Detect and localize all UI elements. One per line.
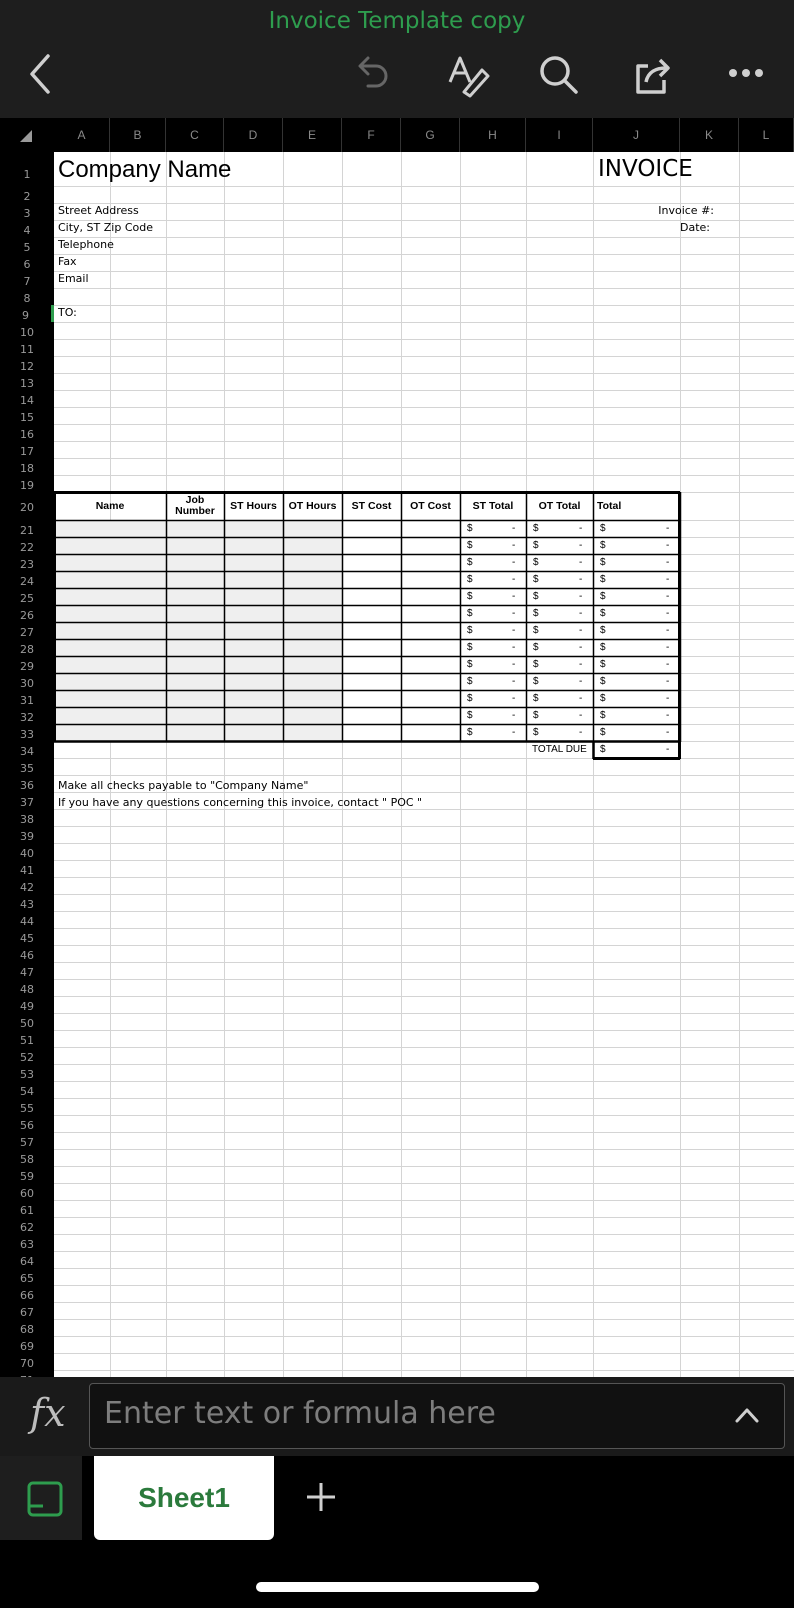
row-header-49[interactable]: 49 [20, 1000, 34, 1013]
row-header-19[interactable]: 19 [20, 479, 34, 492]
row-header-6[interactable]: 6 [23, 258, 31, 271]
currency-symbol[interactable]: $ [600, 557, 606, 568]
row-header-51[interactable]: 51 [20, 1034, 34, 1047]
row-header-5[interactable]: 5 [23, 241, 31, 254]
amount-value[interactable]: - [666, 676, 670, 687]
amount-value[interactable]: - [666, 608, 670, 619]
amount-value[interactable]: - [666, 625, 670, 636]
input-cell-shade [55, 572, 343, 588]
input-cell-shade [55, 725, 343, 741]
row-header-68[interactable]: 68 [20, 1323, 34, 1336]
table-header-cell[interactable]: OT Cost [410, 500, 451, 512]
currency-symbol[interactable]: $ [533, 676, 539, 687]
search-icon[interactable] [538, 54, 580, 96]
amount-value[interactable]: - [512, 591, 516, 602]
currency-symbol[interactable]: $ [467, 608, 473, 619]
row-header-17[interactable]: 17 [20, 445, 34, 458]
row-header-14[interactable]: 14 [20, 394, 34, 407]
row-header-62[interactable]: 62 [20, 1221, 34, 1234]
amount-value[interactable]: - [579, 693, 583, 704]
amount-value[interactable]: - [666, 642, 670, 653]
share-icon[interactable] [632, 54, 674, 96]
currency-symbol[interactable]: $ [600, 608, 606, 619]
row-header-60[interactable]: 60 [20, 1187, 34, 1200]
total-due-currency[interactable]: $ [600, 744, 606, 755]
amount-value[interactable]: - [579, 608, 583, 619]
row-header-10[interactable]: 10 [20, 326, 34, 339]
column-header-bar [0, 118, 794, 153]
row-header-59[interactable]: 59 [20, 1170, 34, 1183]
column-header-J[interactable]: J [593, 118, 680, 152]
row-header-4[interactable]: 4 [23, 224, 31, 237]
input-cell-shade [55, 589, 343, 605]
back-icon[interactable] [26, 52, 54, 96]
row-header-35[interactable]: 35 [20, 762, 34, 775]
row-header-48[interactable]: 48 [20, 983, 34, 996]
row-header-61[interactable]: 61 [20, 1204, 34, 1217]
row-header-66[interactable]: 66 [20, 1289, 34, 1302]
grid-lines [54, 152, 794, 1377]
table-header-cell[interactable]: ST Cost [351, 500, 392, 512]
currency-symbol[interactable]: $ [600, 659, 606, 670]
input-cell-shade [55, 555, 343, 571]
column-header-D[interactable]: D [224, 118, 283, 152]
currency-symbol[interactable]: $ [600, 676, 606, 687]
row-header-31[interactable]: 31 [20, 694, 34, 707]
currency-symbol[interactable]: $ [533, 693, 539, 704]
row-header-2[interactable]: 2 [23, 190, 31, 203]
currency-symbol[interactable]: $ [467, 574, 473, 585]
row-header-22[interactable]: 22 [20, 541, 34, 554]
row-header-24[interactable]: 24 [20, 575, 34, 588]
input-cell-shade [55, 708, 343, 724]
address-line[interactable]: Telephone [58, 238, 114, 251]
formula-input[interactable] [89, 1383, 785, 1449]
row-header-28[interactable]: 28 [20, 643, 34, 656]
currency-symbol[interactable]: $ [467, 676, 473, 687]
address-line[interactable]: Fax [58, 255, 77, 268]
row-header-42[interactable]: 42 [20, 881, 34, 894]
amount-value[interactable]: - [666, 540, 670, 551]
total-due-value[interactable]: - [666, 744, 670, 755]
table-header-cell[interactable]: OT Total [538, 500, 581, 512]
currency-symbol[interactable]: $ [533, 523, 539, 534]
row-header-43[interactable]: 43 [20, 898, 34, 911]
currency-symbol[interactable]: $ [533, 574, 539, 585]
row-header-50[interactable]: 50 [20, 1017, 34, 1030]
formula-bar [0, 1377, 794, 1456]
currency-symbol[interactable]: $ [533, 557, 539, 568]
amount-value[interactable]: - [579, 642, 583, 653]
currency-symbol[interactable]: $ [600, 642, 606, 653]
column-header-E[interactable]: E [283, 118, 342, 152]
table-header-cell[interactable]: OT Hours [288, 500, 337, 512]
contact-note[interactable]: If you have any questions concerning this invoice, contact " POC " [58, 796, 423, 809]
currency-symbol[interactable]: $ [533, 710, 539, 721]
column-header-K[interactable]: K [680, 118, 739, 152]
row-header-36[interactable]: 36 [20, 779, 34, 792]
currency-symbol[interactable]: $ [600, 574, 606, 585]
column-header-C[interactable]: C [166, 118, 224, 152]
amount-value[interactable]: - [579, 574, 583, 585]
row-header-32[interactable]: 32 [20, 711, 34, 724]
row-header-64[interactable]: 64 [20, 1255, 34, 1268]
select-all-icon[interactable] [20, 130, 32, 142]
currency-symbol[interactable]: $ [600, 727, 606, 738]
invoice-number-label[interactable]: Invoice #: [658, 204, 714, 217]
input-cell-shade [55, 606, 343, 622]
row-header-8[interactable]: 8 [23, 292, 31, 305]
row-header-7[interactable]: 7 [23, 275, 31, 288]
input-cell-shade [55, 521, 343, 537]
amount-value[interactable]: - [666, 727, 670, 738]
currency-symbol[interactable]: $ [600, 625, 606, 636]
amount-value[interactable]: - [512, 710, 516, 721]
top-toolbar [0, 0, 794, 118]
currency-symbol[interactable]: $ [467, 727, 473, 738]
sheet-tab-bar [0, 1456, 794, 1608]
column-header-G[interactable]: G [401, 118, 460, 152]
row-header-23[interactable]: 23 [20, 558, 34, 571]
currency-symbol[interactable]: $ [467, 642, 473, 653]
input-cell-shade [55, 623, 343, 639]
amount-value[interactable]: - [512, 540, 516, 551]
amount-value[interactable]: - [512, 693, 516, 704]
currency-symbol[interactable]: $ [467, 557, 473, 568]
amount-value[interactable]: - [666, 574, 670, 585]
row-header-21[interactable]: 21 [20, 524, 34, 537]
chevron-up-icon[interactable] [734, 1406, 760, 1424]
undo-icon[interactable] [352, 54, 392, 94]
amount-value[interactable]: - [512, 523, 516, 534]
amount-value[interactable]: - [579, 676, 583, 687]
currency-symbol[interactable]: $ [467, 659, 473, 670]
table-header-cell[interactable]: Name [95, 500, 125, 512]
home-indicator [256, 1582, 539, 1592]
row-header-34[interactable]: 34 [20, 745, 34, 758]
row-header-33[interactable]: 33 [20, 728, 34, 741]
amount-value[interactable]: - [579, 557, 583, 568]
fx-icon[interactable]: fx [30, 1391, 66, 1435]
currency-symbol[interactable]: $ [467, 591, 473, 602]
amount-value[interactable]: - [579, 523, 583, 534]
column-header-A[interactable]: A [54, 118, 110, 152]
currency-symbol[interactable]: $ [533, 608, 539, 619]
row-header-3[interactable]: 3 [23, 207, 31, 220]
currency-symbol[interactable]: $ [533, 727, 539, 738]
row-header-11[interactable]: 11 [20, 343, 34, 356]
currency-symbol[interactable]: $ [600, 523, 606, 534]
amount-value[interactable]: - [666, 523, 670, 534]
row-header-57[interactable]: 57 [20, 1136, 34, 1149]
amount-value[interactable]: - [512, 608, 516, 619]
table-header-cell[interactable]: Job Number [175, 494, 215, 517]
amount-value[interactable]: - [579, 659, 583, 670]
amount-value[interactable]: - [666, 591, 670, 602]
row-header-44[interactable]: 44 [20, 915, 34, 928]
currency-symbol[interactable]: $ [467, 540, 473, 551]
row-header-1[interactable]: 1 [23, 168, 31, 181]
formula-placeholder: Enter text or formula here [104, 1396, 496, 1431]
row-header-46[interactable]: 46 [20, 949, 34, 962]
row-header-54[interactable]: 54 [20, 1085, 34, 1098]
row-header-38[interactable]: 38 [20, 813, 34, 826]
row-header-63[interactable]: 63 [20, 1238, 34, 1251]
spreadsheet-grid[interactable] [54, 152, 794, 1377]
row-header-9[interactable]: 9 [0, 305, 54, 322]
row-header-70[interactable]: 70 [20, 1357, 34, 1370]
company-name[interactable]: Company Name [58, 156, 232, 183]
row-header-37[interactable]: 37 [20, 796, 34, 809]
date-label[interactable]: Date: [680, 221, 710, 234]
table-header-cell[interactable]: Total [597, 500, 622, 512]
input-cell-shade [55, 538, 343, 554]
column-header-L[interactable]: L [739, 118, 794, 152]
amount-value[interactable]: - [666, 659, 670, 670]
payment-note[interactable]: Make all checks payable to "Company Name" [58, 779, 309, 792]
amount-value[interactable]: - [579, 591, 583, 602]
row-header-47[interactable]: 47 [20, 966, 34, 979]
currency-symbol[interactable]: $ [467, 693, 473, 704]
amount-value[interactable]: - [579, 625, 583, 636]
table-header-cell[interactable]: ST Total [472, 500, 514, 512]
total-due-label: TOTAL DUE [532, 744, 587, 755]
amount-value[interactable]: - [579, 540, 583, 551]
row-header-27[interactable]: 27 [20, 626, 34, 639]
currency-symbol[interactable]: $ [533, 540, 539, 551]
amount-value[interactable]: - [666, 710, 670, 721]
row-header-20[interactable]: 20 [20, 501, 34, 514]
row-header-18[interactable]: 18 [20, 462, 34, 475]
input-cell-shade [55, 691, 343, 707]
currency-symbol[interactable]: $ [533, 659, 539, 670]
more-icon[interactable] [728, 68, 764, 78]
to-label[interactable]: TO: [58, 306, 77, 319]
column-header-F[interactable]: F [342, 118, 401, 152]
row-header-58[interactable]: 58 [20, 1153, 34, 1166]
row-header-39[interactable]: 39 [20, 830, 34, 843]
amount-value[interactable]: - [512, 642, 516, 653]
amount-value[interactable]: - [512, 659, 516, 670]
sheet-list-icon [26, 1480, 64, 1518]
currency-symbol[interactable]: $ [533, 625, 539, 636]
row-header-15[interactable]: 15 [20, 411, 34, 424]
input-cell-shade [55, 674, 343, 690]
row-header-41[interactable]: 41 [20, 864, 34, 877]
address-line[interactable]: City, ST Zip Code [58, 221, 153, 234]
row-header-56[interactable]: 56 [20, 1119, 34, 1132]
currency-symbol[interactable]: $ [467, 523, 473, 534]
amount-value[interactable]: - [666, 693, 670, 704]
row-header-69[interactable]: 69 [20, 1340, 34, 1353]
row-header-bar [0, 152, 54, 1377]
amount-value[interactable]: - [512, 574, 516, 585]
address-line[interactable]: Email [58, 272, 89, 285]
row-header-30[interactable]: 30 [20, 677, 34, 690]
table-header-cell[interactable]: ST Hours [230, 500, 277, 512]
row-header-29[interactable]: 29 [20, 660, 34, 673]
format-text-icon[interactable] [446, 52, 490, 96]
row-header-26[interactable]: 26 [20, 609, 34, 622]
currency-symbol[interactable]: $ [467, 625, 473, 636]
row-header-40[interactable]: 40 [20, 847, 34, 860]
sheet-list-button[interactable] [0, 1456, 82, 1540]
row-header-12[interactable]: 12 [20, 360, 34, 373]
column-header-I[interactable]: I [526, 118, 593, 152]
invoice-heading[interactable]: INVOICE [598, 156, 693, 182]
row-header-45[interactable]: 45 [20, 932, 34, 945]
row-header-16[interactable]: 16 [20, 428, 34, 441]
currency-symbol[interactable]: $ [533, 642, 539, 653]
amount-value[interactable]: - [512, 557, 516, 568]
amount-value[interactable]: - [666, 557, 670, 568]
tab-sheet1[interactable]: Sheet1 [94, 1456, 274, 1540]
amount-value[interactable]: - [512, 727, 516, 738]
row-header-13[interactable]: 13 [20, 377, 34, 390]
document-title[interactable]: Invoice Template copy [268, 8, 526, 34]
column-header-B[interactable]: B [110, 118, 166, 152]
row-header-52[interactable]: 52 [20, 1051, 34, 1064]
currency-symbol[interactable]: $ [600, 693, 606, 704]
currency-symbol[interactable]: $ [600, 591, 606, 602]
amount-value[interactable]: - [512, 676, 516, 687]
row-header-53[interactable]: 53 [20, 1068, 34, 1081]
row-header-65[interactable]: 65 [20, 1272, 34, 1285]
row-header-25[interactable]: 25 [20, 592, 34, 605]
currency-symbol[interactable]: $ [533, 591, 539, 602]
input-cell-shade [55, 657, 343, 673]
currency-symbol[interactable]: $ [600, 710, 606, 721]
row-header-55[interactable]: 55 [20, 1102, 34, 1115]
column-header-H[interactable]: H [460, 118, 526, 152]
add-sheet-icon[interactable] [304, 1480, 338, 1514]
amount-value[interactable]: - [579, 710, 583, 721]
currency-symbol[interactable]: $ [600, 540, 606, 551]
address-line[interactable]: Street Address [58, 204, 139, 217]
amount-value[interactable]: - [512, 625, 516, 636]
input-cell-shade [55, 640, 343, 656]
amount-value[interactable]: - [579, 727, 583, 738]
row-header-67[interactable]: 67 [20, 1306, 34, 1319]
currency-symbol[interactable]: $ [467, 710, 473, 721]
